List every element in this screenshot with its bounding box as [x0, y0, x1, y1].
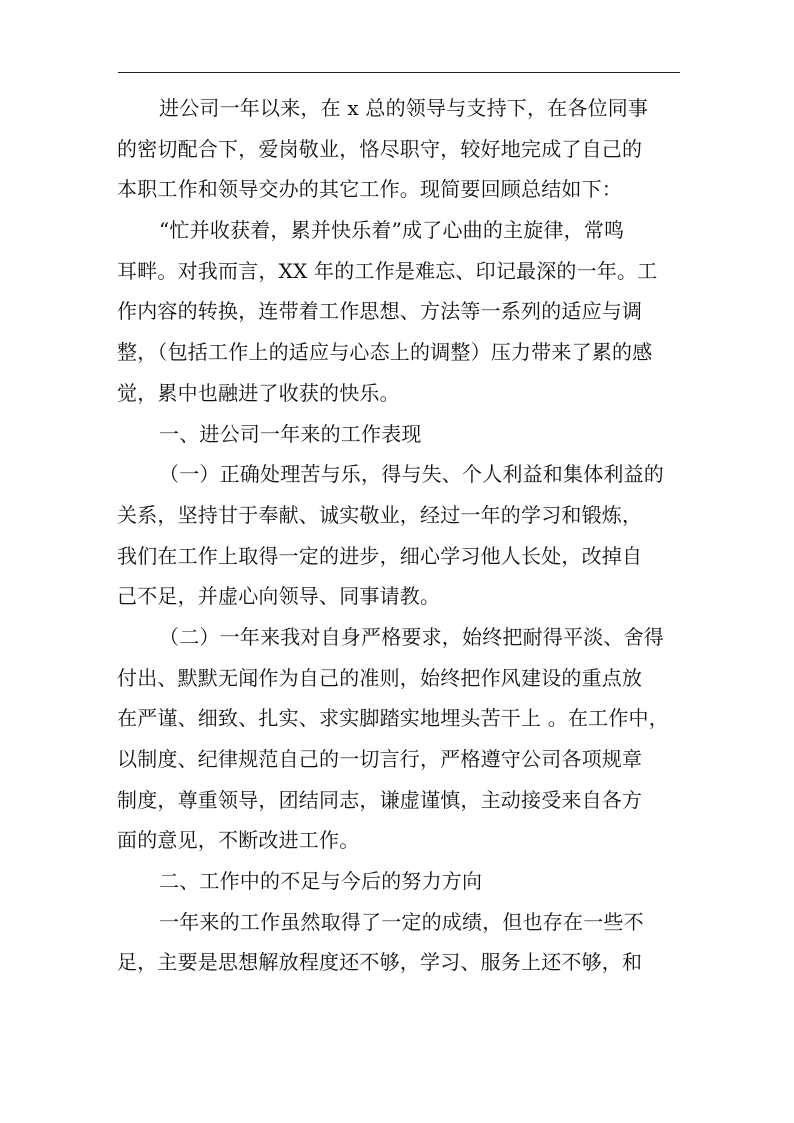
text-line: 付出、默默无闻作为自己的准则，始终把作风建设的重点放	[117, 665, 643, 690]
text-line: 进公司一年以来，在 x 总的领导与支持下，在各位同事	[159, 96, 649, 120]
text-line: 本职工作和领导交办的其它工作。现简要回顾总结如下：	[117, 177, 622, 202]
section-heading: 一、进公司一年来的工作表现	[159, 421, 422, 446]
header-rule	[118, 72, 680, 73]
text-line: 耳畔。对我而言，XX 年的工作是难忘、印记最深的一年。工	[117, 258, 658, 283]
text-line: 一年来的工作虽然取得了一定的成绩，但也存在一些不	[159, 909, 644, 934]
document-body	[117, 88, 677, 983]
text-line: 整，（包括工作上的适应与心态上的调整）压力带来了累的感	[117, 340, 653, 365]
text-line: 以制度、纪律规范自己的一切言行，严格遵守公司各项规章	[117, 747, 643, 771]
text-line: 面的意见，不断改进工作。	[117, 828, 360, 853]
text-line: 关系，坚持甘于奉献、诚实敬业，经过一年的学习和锻炼，	[117, 502, 643, 527]
text-line: 在严谨、细致、扎实、求实脚踏实地埋头苦干上 。在工作中，	[117, 706, 669, 731]
text-line: 作内容的转换，连带着工作思想、方法等一系列的适应与调	[117, 299, 643, 324]
section-heading: 二、工作中的不足与今后的努力方向	[159, 869, 483, 894]
text-line: （二）一年来我对自身严格要求，始终把耐得平淡、舍得	[159, 624, 664, 649]
text-line: 足，主要是思想解放程度还不够，学习、服务上还不够，和	[117, 950, 643, 975]
text-line: 己不足，并虚心向领导、同事请教。	[117, 584, 441, 609]
text-line: 觉，累中也融进了收获的快乐。	[117, 380, 400, 405]
text-line: 的密切配合下，爱岗敬业，恪尽职守，较好地完成了自己的	[117, 136, 643, 161]
text-line: （一）正确处理苦与乐，得与失、个人利益和集体利益的	[159, 462, 664, 487]
text-line: 我们在工作上取得一定的进步，细心学习他人长处，改掉自	[117, 543, 643, 568]
text-line: “忙并收获着，累并快乐着”成了心曲的主旋律，常鸣	[159, 218, 625, 243]
text-line: 制度，尊重领导，团结同志，谦虚谨慎，主动接受来自各方	[117, 787, 643, 812]
